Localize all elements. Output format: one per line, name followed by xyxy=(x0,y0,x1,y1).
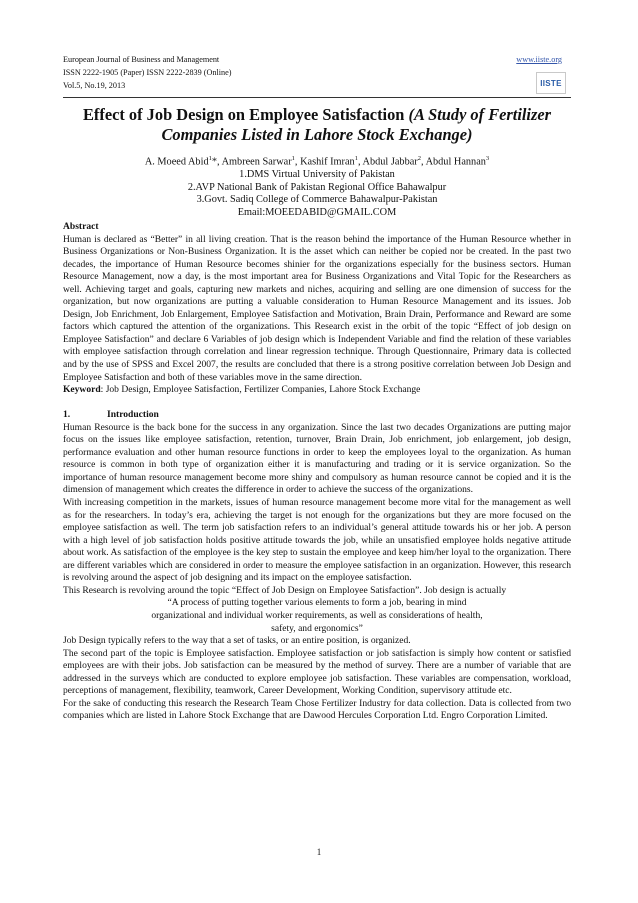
author-block xyxy=(63,153,571,219)
intro-paragraph-5: The second part of the topic is Employee satisfaction. Employee satisfaction or job satisfaction is simply how content or satisfied employees are with their jobs. Job satisfaction can be measured by the method of survey. There are a number of variable that are addressed in the surveys which are conducted to explore employee job satisfaction. These variables are compensation, workload, perceptions of management, flexibility, teamwork, Career Development, Working Condition, supervisory attitude etc. xyxy=(63,647,571,697)
affiliation-3: 3.Govt. Sadiq College of Commerce Bahawalpur-Pakistan xyxy=(196,194,438,206)
intro-paragraph-6: For the sake of conducting this research the Research Team Chose Fertilizer Industry for data collection. Data is collected from two companies which are listed in Lahore Stock Exchange that are Dawood Hercules Corporation Ltd. Engro Corporation Limited. xyxy=(63,697,571,722)
quote-line-2: organizational and individual worker requirements, as well as considerations of health, xyxy=(151,609,483,621)
abstract-text: Human is declared as “Better” in all living creation. That is the reason behind the importance of the Human Resource whether in Business Organizations or Non-Business Organization. It is the asset which can neither be copied nor be created. In the past two decades, the importance of Human Resource becomes shinier for the organizations especially for the business sectors. Human Resource Management, now a day, is the most important area for Business Organizations and Vital Topic for the Researchers as well. Achieving target and goals, capturing new markets and niches, acquiring and selling are one dimension of success for the organization, but now organizations are putting a valuable consideration to Human Resource Management and its issues. Job Design, Job Enrichment, Job Enlargement, Employee Satisfaction and Motivation, Brain Drain, Performance and Reward are some factors which captured the attention of the organizations. This Research exist in the orbit of the topic “Effect of job design on Employee Satisfaction” and declare 6 Variables of job design which is Independent Variable and find the relation of these variables with employee satisfaction through correlation and linear regression technique. Through Questionnaire, Primary data is collected and by the use of SPSS and Excel 2007, the results are concluded that there is a strong positive correlation between Job Design and Employee Satisfaction and both of these variables move in the same direction. xyxy=(63,233,571,383)
intro-paragraph-4: Job Design typically refers to the way that a set of tasks, or an entire position, is organized. xyxy=(63,635,411,647)
keywords-text: : Job Design, Employee Satisfaction, Fertilizer Companies, Lahore Stock Exchange xyxy=(100,384,421,396)
paper-title xyxy=(63,105,571,145)
affiliation-marker: 1 xyxy=(291,155,295,162)
title-main: Effect of Job Design on Employee Satisfaction xyxy=(82,105,405,124)
header-divider xyxy=(63,97,571,98)
iiste-logo: IISTE xyxy=(536,72,566,94)
author-name: Kashif Imran xyxy=(300,156,355,168)
keywords-line xyxy=(63,384,571,397)
intro-paragraph-2: With increasing competition in the markets, issues of human resource management become more vital for the management as well as for the researchers. In today’s era, achieving the target is not enough for the organizations but they are more focused on the employee satisfaction as well. The term job satisfaction refers to an individual’s general attitude towards his or her job. A person with a high level of job satisfaction holds positive attitude towards the job, while an unsatisfied employee holds negative attitude about work. As satisfaction of the employee is the key step to sustain the employee and keep him/her loyal to the organization. There are different variables which are considered in order to measure the employee satisfaction in an organization. However, this research is revolving around the aspect of job designing and its impact on the employee satisfaction. xyxy=(63,497,571,584)
author-name: A. Moeed Abid xyxy=(144,156,209,168)
author-line: A. Moeed Abid$^1$*, Ambreen Sarwar$^1$, Kashif Imran$^1$, Abdul Jabbar$^2$, Abdul Hannan$^3$ xyxy=(144,155,490,168)
affiliation-marker: 3 xyxy=(485,155,490,162)
keywords-label: Keyword xyxy=(63,384,101,396)
author-name: Abdul Jabbar xyxy=(362,156,418,168)
section-heading-introduction xyxy=(63,409,571,422)
intro-paragraph-1: Human Resource is the back bone for the success in any organization. Since the last two decades Organizations are putting major focus on the issues like employee satisfaction, retention, turnover, Brain Drain, Job enrichment, job enlargement, job design, performance evaluation and other human resource functions in order to keep the employees loyal to the organization. As human resource is common in both type of organization either it is manufacturing and trading or it is service organization. So the importance of human resource management become more shiny and compulsory as human resource cannot be copied and it is the dimension of management which creates the difference in order to achieve the success of the organizations. xyxy=(63,421,571,496)
author-email: Email:MOEEDABID@GMAIL.COM xyxy=(237,206,397,218)
journal-url-link[interactable]: www.iiste.org xyxy=(516,55,562,64)
author-name: Ambreen Sarwar xyxy=(221,156,292,168)
paper-body xyxy=(63,221,571,723)
abstract-heading: Abstract xyxy=(63,221,99,232)
page-number: 1 xyxy=(316,847,322,857)
corresponding-mark: *, xyxy=(211,156,220,168)
section-number: 1. xyxy=(63,409,71,421)
journal-name: European Journal of Business and Management xyxy=(63,55,220,64)
section-title: Introduction xyxy=(107,409,159,421)
quote-line-3: safety, and ergonomics” xyxy=(271,622,363,634)
affiliation-1: 1.DMS Virtual University of Pakistan xyxy=(239,169,395,181)
affiliation-marker: 2 xyxy=(417,155,421,162)
affiliation-2: 2.AVP National Bank of Pakistan Regional Office Bahawalpur xyxy=(187,181,447,193)
quote-line-1: “A process of putting together various elements to form a job, bearing in mind xyxy=(167,597,467,609)
author-name: Abdul Hannan xyxy=(425,156,486,168)
title-italic: (A Study of Fertilizer Companies Listed in Lahore Stock Exchange) xyxy=(161,105,552,144)
issn-line: ISSN 2222-1905 (Paper) ISSN 2222-2839 (Online) xyxy=(63,68,232,77)
affiliation-marker: 1 xyxy=(354,155,358,162)
intro-paragraph-3: This Research is revolving around the topic “Effect of Job Design on Employee Satisfaction”. Job design is actually xyxy=(63,584,507,596)
affiliation-marker: 1 xyxy=(208,155,212,162)
volume-line: Vol.5, No.19, 2013 xyxy=(63,81,126,90)
